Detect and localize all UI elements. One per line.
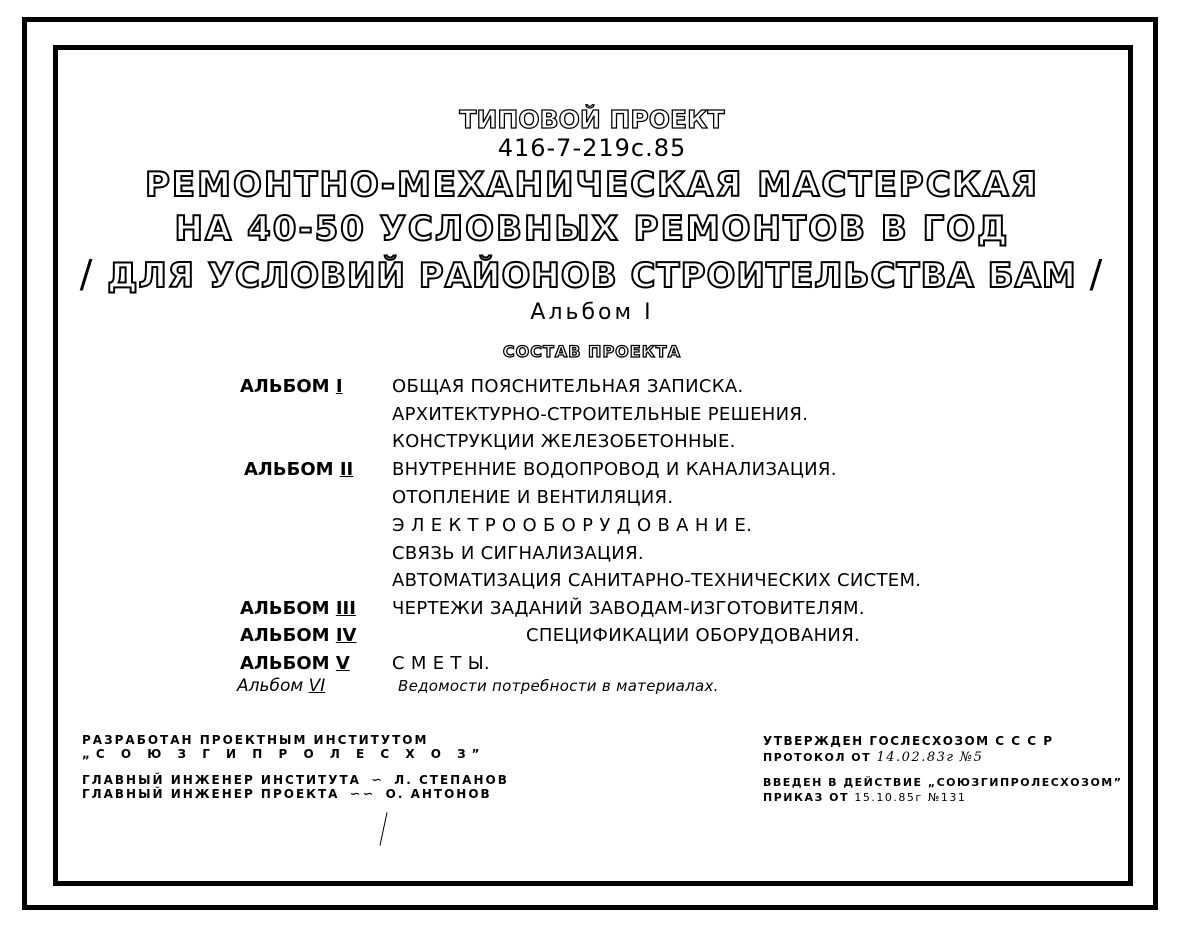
project-type: ТИПОВОЙ ПРОЕКТ (459, 105, 725, 134)
album-label-text: АЛЬБОМ (240, 653, 330, 674)
album-2-item-1: ВНУТРЕННИЕ ВОДОПРОВОД И КАНАЛИЗАЦИЯ. (392, 459, 837, 480)
protocol-line (763, 750, 983, 765)
chief-engineer-project-name: О. АНТОНОВ (385, 787, 492, 801)
album-label-6 (237, 676, 325, 696)
album-label-text: АЛЬБОМ (240, 598, 330, 619)
chief-engineer-institute-label: ГЛАВНЫЙ ИНЖЕНЕР ИНСТИТУТА (82, 773, 361, 787)
signature: ∽ (371, 773, 385, 788)
album-1-item-2: АРХИТЕКТУРНО-СТРОИТЕЛЬНЫЕ РЕШЕНИЯ. (392, 404, 809, 425)
developer-line: РАЗРАБОТАН ПРОЕКТНЫМ ИНСТИТУТОМ (82, 733, 429, 747)
album-2-item-5: АВТОМАТИЗАЦИЯ САНИТАРНО-ТЕХНИЧЕСКИХ СИСТЕМ. (392, 570, 922, 591)
album-number: IV (335, 625, 357, 646)
title-line-2: НА 40-50 УСЛОВНЫХ РЕМОНТОВ В ГОД (174, 209, 1010, 249)
album-label-text: АЛЬБОМ (244, 459, 334, 480)
album-label-text: АЛЬБОМ (240, 376, 330, 397)
album-label-text: Альбом (237, 676, 304, 696)
album-label-2 (244, 459, 353, 480)
developer-institute: „С О Ю З Г И П Р О Л Е С Х О З” (82, 747, 486, 761)
album-number: II (339, 459, 354, 480)
album-label-3 (240, 598, 356, 619)
album-number: V (335, 653, 350, 674)
album-6-item-1: Ведомости потребности в материалах. (398, 677, 719, 695)
album-label-text: АЛЬБОМ (240, 625, 330, 646)
slash-right: / (1089, 252, 1105, 296)
album-1-item-3: КОНСТРУКЦИИ ЖЕЛЕЗОБЕТОННЫЕ. (392, 431, 736, 452)
order-date: 15.10.85г (854, 791, 923, 804)
album-label-1 (240, 376, 343, 397)
album-number: I (335, 376, 343, 397)
title-line-3: ДЛЯ УСЛОВИЙ РАЙОНОВ СТРОИТЕЛЬСТВА БАМ (107, 256, 1077, 296)
approved-by: УТВЕРЖДЕН ГОСЛЕСХОЗОМ С С С Р (763, 734, 1054, 748)
protocol-label: ПРОТОКОЛ ОТ (763, 751, 872, 764)
album-label-4 (240, 625, 356, 646)
album-label-5 (240, 653, 350, 674)
chief-engineer-project (82, 787, 492, 802)
chief-engineer-institute (82, 773, 509, 788)
album-5-item-1: С М Е Т Ы. (392, 653, 490, 674)
album-4-item-1: СПЕЦИФИКАЦИИ ОБОРУДОВАНИЯ. (526, 625, 861, 646)
title-line-3-wrapper (0, 252, 1184, 296)
order-number: №131 (927, 791, 967, 804)
chief-engineer-institute-name: Л. СТЕПАНОВ (394, 773, 509, 787)
order-label: ПРИКАЗ ОТ (763, 791, 849, 804)
album-2-item-3: Э Л Е К Т Р О О Б О Р У Д О В А Н И Е. (392, 515, 753, 536)
enacted-line: ВВЕДЕН В ДЕЙСТВИЕ „СОЮЗГИПРОЛЕСХОЗОМ” (763, 776, 1123, 789)
signature: ∽∽ (349, 787, 376, 802)
album-2-item-4: СВЯЗЬ И СИГНАЛИЗАЦИЯ. (392, 543, 644, 564)
protocol-date: 14.02.83г (876, 750, 955, 765)
order-line (763, 791, 966, 804)
album-number: III (335, 598, 356, 619)
slash-left: / (79, 252, 95, 296)
project-number: 416-7-219с.85 (497, 134, 687, 162)
album-3-item-1: ЧЕРТЕЖИ ЗАДАНИЙ ЗАВОДАМ-ИЗГОТОВИТЕЛЯМ. (392, 598, 865, 619)
album-number: VI (308, 676, 326, 696)
title-line-1: РЕМОНТНО-МЕХАНИЧЕСКАЯ МАСТЕРСКАЯ (145, 165, 1039, 205)
chief-engineer-project-label: ГЛАВНЫЙ ИНЖЕНЕР ПРОЕКТА (82, 787, 340, 801)
album-title: Альбом I (530, 300, 654, 325)
album-1-item-1: ОБЩАЯ ПОЯСНИТЕЛЬНАЯ ЗАПИСКА. (392, 376, 744, 397)
protocol-number: №5 (959, 750, 984, 765)
sostav-heading: СОСТАВ ПРОЕКТА (502, 342, 682, 361)
album-2-item-2: ОТОПЛЕНИЕ И ВЕНТИЛЯЦИЯ. (392, 487, 674, 508)
